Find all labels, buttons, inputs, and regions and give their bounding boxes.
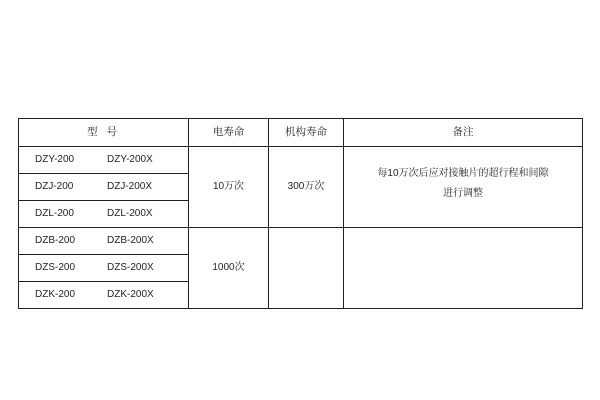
model-code-secondary: DZK-200X (107, 289, 154, 301)
column-header-remarks: 备注 (344, 119, 583, 147)
mechanical-life-group-2 (269, 228, 344, 309)
column-header-model: 型 号 (19, 119, 189, 147)
model-code-secondary: DZS-200X (107, 262, 154, 274)
model-code-secondary: DZY-200X (107, 154, 153, 166)
model-code-secondary: DZJ-200X (107, 181, 153, 193)
table-header-row (19, 119, 583, 147)
model-cell (19, 201, 189, 228)
model-code-primary: DZS-200 (35, 262, 76, 274)
electrical-life-group-1: 10万次 (189, 147, 269, 228)
remarks-group-1 (344, 147, 583, 228)
model-code-primary: DZL-200 (35, 208, 74, 220)
model-cell (19, 282, 189, 309)
remarks-group-2 (344, 228, 583, 309)
specification-table (18, 118, 583, 309)
model-code-primary: DZJ-200 (35, 181, 74, 193)
column-header-electrical-life: 电寿命 (189, 119, 269, 147)
model-code-primary: DZB-200 (35, 235, 76, 247)
electrical-life-group-2: 1000次 (189, 228, 269, 309)
model-code-primary: DZK-200 (35, 289, 76, 301)
model-cell (19, 255, 189, 282)
model-code-primary: DZY-200 (35, 154, 75, 166)
model-code-secondary: DZL-200X (107, 208, 153, 220)
remarks-line-2: 进行调整 (443, 188, 483, 199)
mechanical-life-group-1: 300万次 (269, 147, 344, 228)
table-row (19, 228, 583, 255)
model-code-secondary: DZB-200X (107, 235, 154, 247)
remarks-line-1: 每10万次后应对接触片的超行程和间隙 (377, 167, 549, 179)
model-cell (19, 174, 189, 201)
model-cell (19, 228, 189, 255)
model-cell (19, 147, 189, 174)
table-row (19, 147, 583, 174)
column-header-mechanical-life: 机构寿命 (269, 119, 344, 147)
